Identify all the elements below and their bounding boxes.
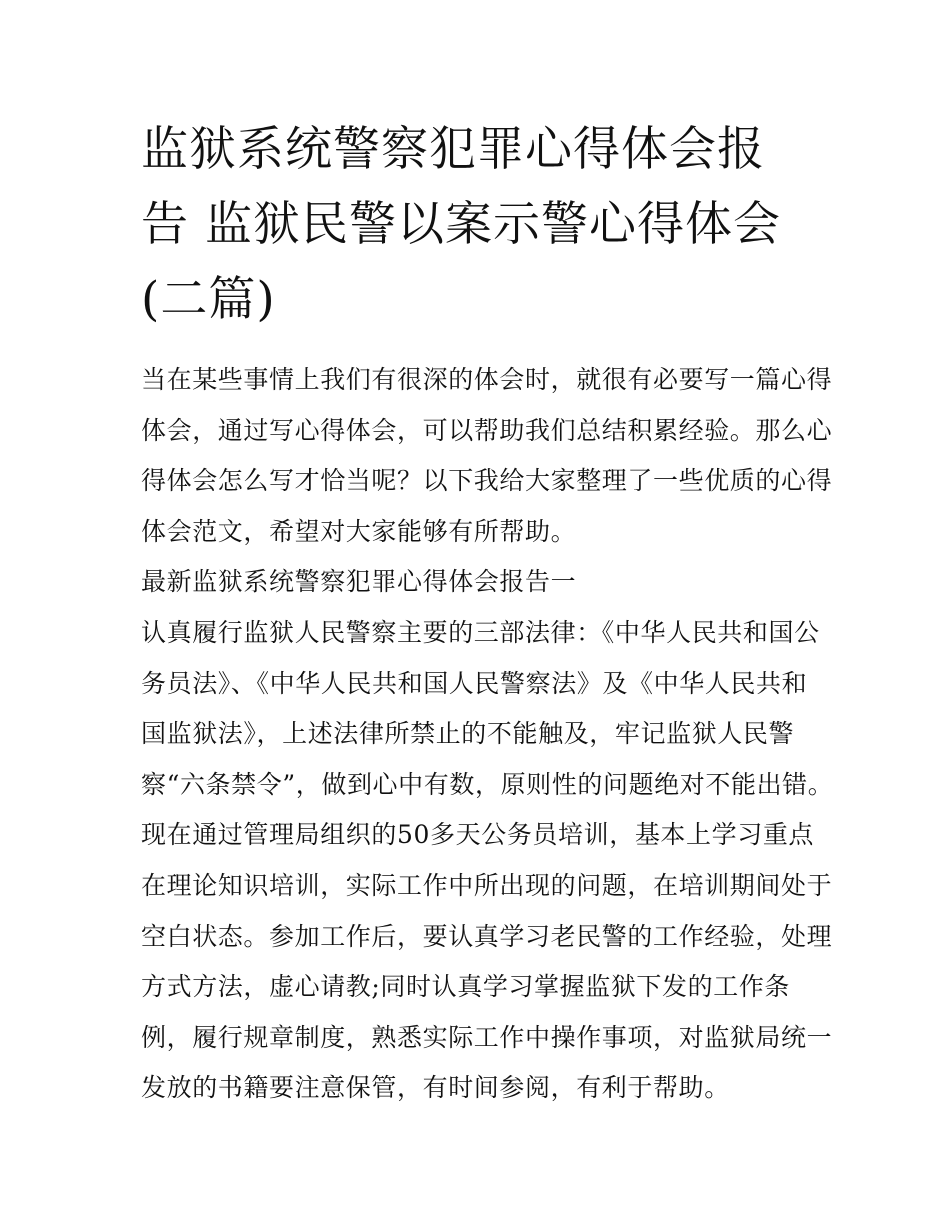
paragraph-line: 体会范文，希望对大家能够有所帮助。 [141,516,577,546]
paragraph-line: 国监狱法》，上述法律所禁止的不能触及，牢记监狱人民警 [141,719,795,749]
paragraph-line: 认真履行监狱人民警察主要的三部法律：《中华人民共和国公 [141,618,820,647]
paragraph-line: 务员法》、《中华人民共和国人民警察法》及《中华人民共和 [141,668,808,698]
paragraph-line: 例，履行规章制度，熟悉实际工作中操作事项，对监狱局统一 [141,1022,833,1052]
paragraph-line: 当在某些事情上我们有很深的体会时，就很有必要写一篇心得 [141,365,833,394]
paragraph-line: 现在通过管理局组织的50多天公务员培训，基本上学习重点 [141,820,815,850]
paragraph-line: 得体会怎么写才恰当呢？以下我给大家整理了一些优质的心得 [141,466,833,496]
title-line: (二篇) [141,272,276,327]
paragraph-line: 方式方法，虚心请教;同时认真学习掌握监狱下发的工作条 [141,972,791,1002]
paragraph-line: 在理论知识培训，实际工作中所出现的问题，在培训期间处于 [141,871,833,900]
title-line: 告 监狱民警以案示警心得体会 [141,197,781,252]
paragraph-line: 空白状态。参加工作后，要认真学习老民警的工作经验，处理 [141,921,833,951]
section-heading: 最新监狱系统警察犯罪心得体会报告一 [141,567,577,597]
paragraph-line: 察“六条禁令”，做到心中有数，原则性的问题绝对不能出错。 [141,769,834,799]
paragraph-line: 体会，通过写心得体会，可以帮助我们总结积累经验。那么心 [141,415,833,445]
paragraph-line: 发放的书籍要注意保管，有时间参阅，有利于帮助。 [141,1073,730,1103]
title-line: 监狱系统警察犯罪心得体会报 [141,122,765,177]
